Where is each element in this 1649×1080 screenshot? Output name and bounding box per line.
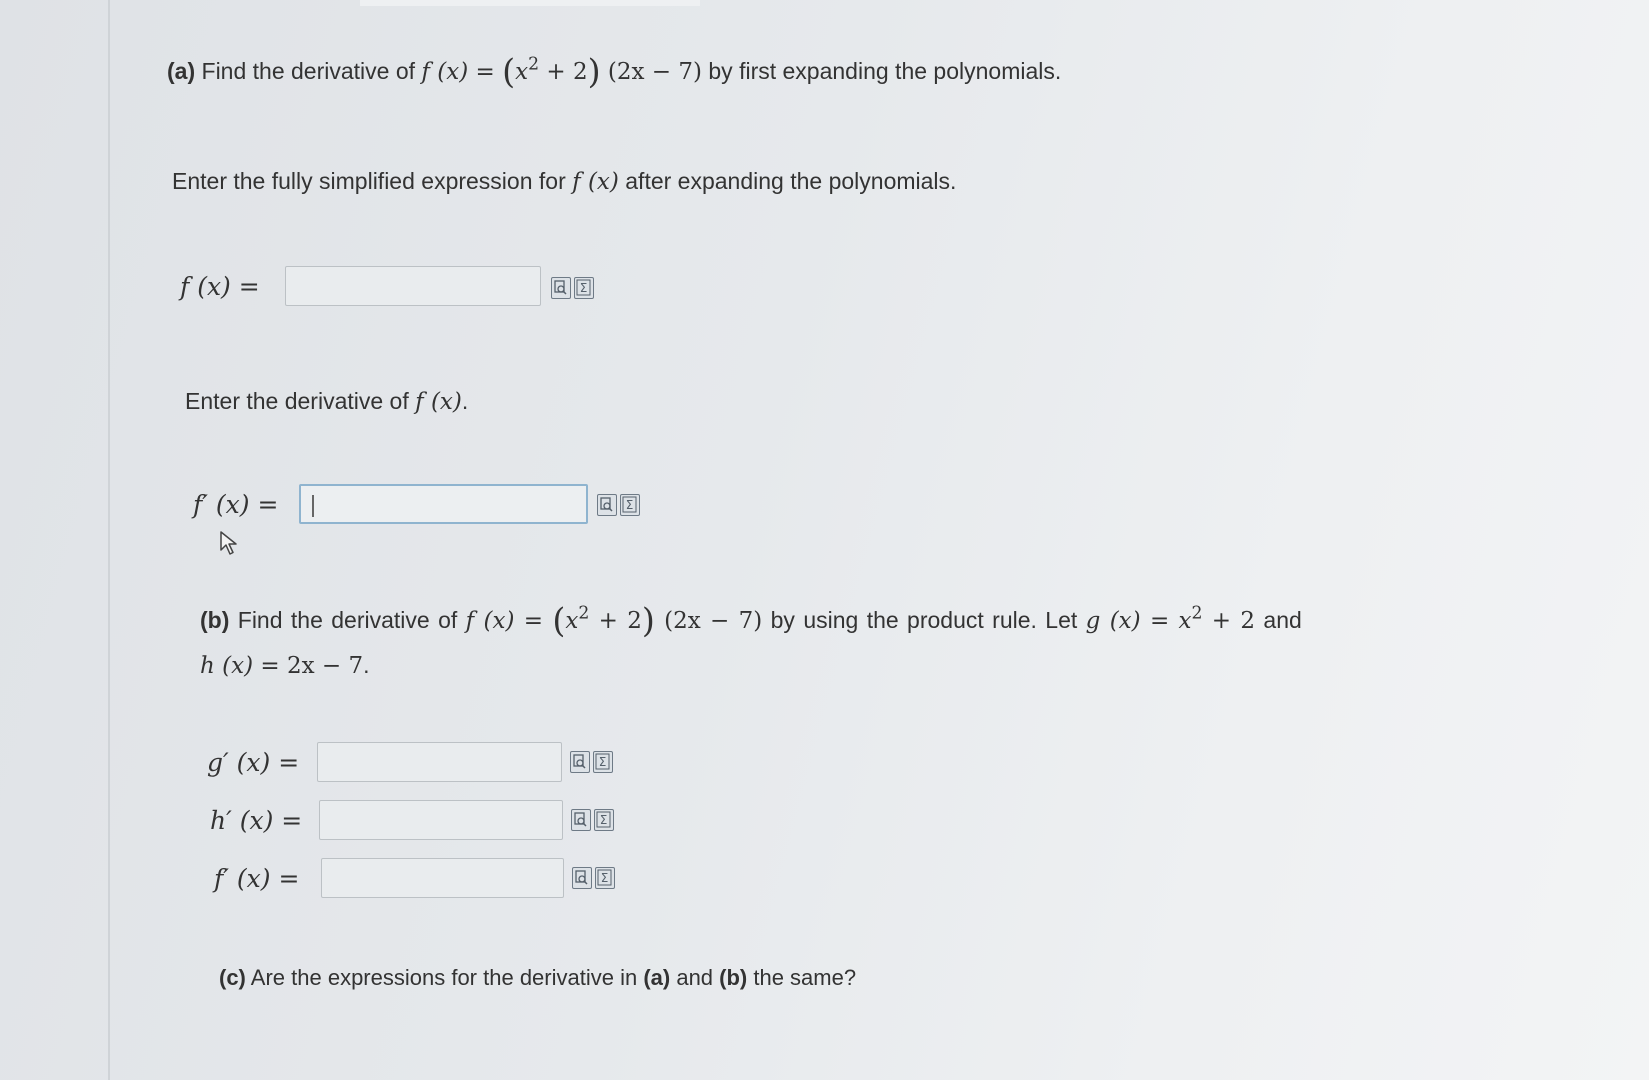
preview-icon[interactable] bbox=[570, 751, 590, 773]
f-expanded-input[interactable] bbox=[285, 266, 541, 306]
sigma-icon[interactable] bbox=[593, 751, 613, 773]
h-derivative-input[interactable] bbox=[319, 800, 563, 840]
f-derivative-input-a[interactable] bbox=[299, 484, 588, 524]
h-derivative-tools bbox=[571, 809, 614, 831]
f-derivative-a-tools bbox=[597, 494, 640, 516]
f-of-x-label: f (x) = bbox=[180, 272, 260, 301]
sigma-icon[interactable] bbox=[594, 809, 614, 831]
preview-icon[interactable] bbox=[551, 277, 571, 299]
svg-text:Σ: Σ bbox=[599, 813, 608, 827]
f-derivative-input-b[interactable] bbox=[321, 858, 564, 898]
sigma-icon[interactable] bbox=[620, 494, 640, 516]
h-prime-label: h′ (x) = bbox=[210, 806, 303, 835]
sigma-icon[interactable] bbox=[574, 277, 594, 299]
g-prime-label: g′ (x) = bbox=[207, 748, 300, 777]
expand-instruction: Enter the fully simplified expression for f (x) after expanding the polynomials. bbox=[172, 168, 957, 195]
part-a-prompt: (a) Find the derivative of f $(x) = (x^2 + 2) (2x - 7)$ by first expanding the polynomials. bbox=[167, 52, 1062, 91]
preview-icon[interactable] bbox=[571, 809, 591, 831]
sigma-icon[interactable] bbox=[595, 867, 615, 889]
part-b-prompt: (b) Find the derivative of f $(x) = (x^2 + 2) (2x - 7)$ by using the product rule. Let g $(x) = x^2 + 2$ and bbox=[200, 601, 1302, 640]
g-derivative-tools bbox=[570, 751, 613, 773]
f-of-x: f (x) bbox=[421, 59, 469, 85]
derivative-instruction: Enter the derivative of f (x). bbox=[185, 388, 469, 415]
preview-icon[interactable] bbox=[572, 867, 592, 889]
svg-text:Σ: Σ bbox=[579, 281, 588, 295]
mouse-pointer-icon bbox=[219, 530, 241, 561]
part-c-prompt: (c) Are the expressions for the derivative in (a) and (b) the same? bbox=[219, 965, 857, 990]
top-strip bbox=[360, 0, 700, 6]
text-caret bbox=[312, 495, 314, 517]
part-a-label: (a) bbox=[167, 58, 196, 84]
svg-text:Σ: Σ bbox=[600, 871, 609, 885]
part-b-prompt-line2: h (x) = 2x − 7. bbox=[200, 652, 370, 679]
f-derivative-b-tools bbox=[572, 867, 615, 889]
svg-text:Σ: Σ bbox=[625, 498, 634, 512]
page-edge-divider bbox=[108, 0, 110, 1080]
f-prime-label-b: f′ (x) = bbox=[214, 864, 300, 893]
part-c-label: (c) bbox=[219, 965, 246, 990]
preview-icon[interactable] bbox=[597, 494, 617, 516]
f-expanded-tools bbox=[551, 277, 594, 299]
part-b-label: (b) bbox=[200, 607, 230, 633]
g-derivative-input[interactable] bbox=[317, 742, 562, 782]
svg-text:Σ: Σ bbox=[598, 755, 607, 769]
f-prime-label-a: f′ (x) = bbox=[193, 490, 279, 519]
